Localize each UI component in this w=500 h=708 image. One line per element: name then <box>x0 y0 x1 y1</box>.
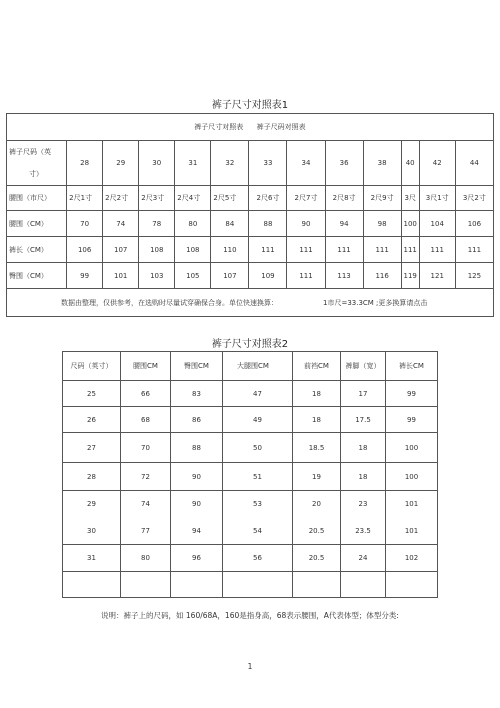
value-cell: 99 <box>67 263 103 289</box>
data-cell: 20 <box>293 491 341 518</box>
size-cell: 44 <box>455 141 493 186</box>
table1-note <box>7 289 494 317</box>
data-cell: 83 <box>171 381 223 407</box>
data-cell: 23.5 <box>341 518 386 545</box>
header-cell: 腰围CM <box>121 352 171 381</box>
data-cell: 19 <box>293 463 341 491</box>
value-cell: 100 <box>401 211 419 237</box>
table2-header-row <box>63 352 438 381</box>
data-cell: 86 <box>171 407 223 433</box>
data-cell: 99 <box>386 407 438 433</box>
value-cell: 116 <box>363 263 401 289</box>
value-cell: 2尺6寸 <box>249 186 287 211</box>
size-cell: 30 <box>139 141 175 186</box>
empty-cell <box>386 572 438 598</box>
data-cell: 54 <box>223 518 293 545</box>
data-cell: 20.5 <box>293 545 341 572</box>
value-cell: 119 <box>401 263 419 289</box>
data-cell: 74 <box>121 491 171 518</box>
size-cell: 38 <box>363 141 401 186</box>
value-cell: 74 <box>103 211 139 237</box>
header-cell: 前裆CM <box>293 352 341 381</box>
data-cell: 102 <box>386 545 438 572</box>
data-cell: 50 <box>223 433 293 463</box>
table2-row <box>63 407 438 433</box>
data-cell: 99 <box>386 381 438 407</box>
header-cell: 裤脚（宽） <box>341 352 386 381</box>
table2-row <box>63 518 438 545</box>
data-cell: 18.5 <box>293 433 341 463</box>
table1-note-row <box>7 289 494 317</box>
value-cell: 2尺1寸 <box>67 186 103 211</box>
table1-title: 裤子尺寸对照表1 <box>211 100 289 111</box>
size-cell: 36 <box>325 141 363 186</box>
data-cell: 101 <box>386 491 438 518</box>
value-cell: 2尺4寸 <box>175 186 211 211</box>
size-cell: 32 <box>211 141 249 186</box>
empty-cell <box>341 572 386 598</box>
value-cell: 3尺2寸 <box>455 186 493 211</box>
note-right: 1市尺=33.3CM ;更多换算请点击 <box>323 299 428 307</box>
data-cell: 51 <box>223 463 293 491</box>
value-cell: 103 <box>139 263 175 289</box>
data-cell: 17 <box>341 381 386 407</box>
header-cell: 裤长CM <box>386 352 438 381</box>
data-cell: 96 <box>171 545 223 572</box>
table2-row <box>63 545 438 572</box>
value-cell: 2尺9寸 <box>363 186 401 211</box>
data-cell: 26 <box>63 407 121 433</box>
value-cell: 98 <box>363 211 401 237</box>
size-cell: 29 <box>103 141 139 186</box>
size-cell: 31 <box>175 141 211 186</box>
value-cell: 111 <box>401 237 419 263</box>
value-cell: 105 <box>175 263 211 289</box>
data-cell: 49 <box>223 407 293 433</box>
value-cell: 108 <box>139 237 175 263</box>
table1-data-row <box>7 237 494 263</box>
value-cell: 3尺 <box>401 186 419 211</box>
size-label-b: 寸） <box>29 170 43 178</box>
footnote: 说明：裤子上的尺码，如 160/68A，160是指身高，68表示腰围，A代表体型；体型分类: <box>101 611 399 620</box>
table1-data-row <box>7 263 494 289</box>
table1-size-row <box>7 141 494 186</box>
size-cell: 40 <box>401 141 419 186</box>
value-cell: 107 <box>211 263 249 289</box>
size-table-1 <box>6 113 494 317</box>
value-cell: 111 <box>363 237 401 263</box>
data-cell: 27 <box>63 433 121 463</box>
data-cell: 77 <box>121 518 171 545</box>
empty-cell <box>171 572 223 598</box>
subheader-b: 裤子尺码对照表 <box>256 123 306 131</box>
data-cell: 88 <box>171 433 223 463</box>
value-cell: 94 <box>325 211 363 237</box>
value-cell: 121 <box>419 263 455 289</box>
size-cell: 33 <box>249 141 287 186</box>
row-label: 腰围（CM） <box>7 211 67 237</box>
value-cell: 2尺2寸 <box>103 186 139 211</box>
data-cell: 72 <box>121 463 171 491</box>
header-cell: 臀围CM <box>171 352 223 381</box>
data-cell: 100 <box>386 463 438 491</box>
data-cell: 28 <box>63 463 121 491</box>
table2-title: 裤子尺寸对照表2 <box>211 339 289 350</box>
empty-cell <box>293 572 341 598</box>
value-cell: 110 <box>211 237 249 263</box>
empty-cell <box>121 572 171 598</box>
value-cell: 111 <box>419 237 455 263</box>
data-cell: 90 <box>171 463 223 491</box>
table1-subheader <box>7 114 494 141</box>
value-cell: 111 <box>287 263 325 289</box>
size-label-cell <box>7 141 67 186</box>
value-cell: 90 <box>287 211 325 237</box>
data-cell: 31 <box>63 545 121 572</box>
data-cell: 24 <box>341 545 386 572</box>
value-cell: 3尺1寸 <box>419 186 455 211</box>
data-cell: 53 <box>223 491 293 518</box>
value-cell: 88 <box>249 211 287 237</box>
data-cell: 90 <box>171 491 223 518</box>
value-cell: 70 <box>67 211 103 237</box>
value-cell: 106 <box>67 237 103 263</box>
value-cell: 2尺5寸 <box>211 186 249 211</box>
size-cell: 28 <box>67 141 103 186</box>
row-label: 臀围（CM） <box>7 263 67 289</box>
value-cell: 111 <box>455 237 493 263</box>
table2-row <box>63 463 438 491</box>
data-cell: 29 <box>63 491 121 518</box>
value-cell: 111 <box>325 237 363 263</box>
data-cell: 68 <box>121 407 171 433</box>
data-cell: 20.5 <box>293 518 341 545</box>
value-cell: 80 <box>175 211 211 237</box>
data-cell: 17.5 <box>341 407 386 433</box>
table2-empty-row <box>63 572 438 598</box>
value-cell: 108 <box>175 237 211 263</box>
empty-cell <box>223 572 293 598</box>
table1-data-row <box>7 186 494 211</box>
size-label-a: 裤子尺码（英 <box>9 148 51 156</box>
subheader-a: 裤子尺寸对照表 <box>194 123 244 131</box>
size-table-2 <box>62 351 438 598</box>
table2-row <box>63 433 438 463</box>
data-cell: 56 <box>223 545 293 572</box>
value-cell: 2尺8寸 <box>325 186 363 211</box>
value-cell: 78 <box>139 211 175 237</box>
data-cell: 23 <box>341 491 386 518</box>
data-cell: 100 <box>386 433 438 463</box>
value-cell: 106 <box>455 211 493 237</box>
data-cell: 101 <box>386 518 438 545</box>
table1-data-row <box>7 211 494 237</box>
data-cell: 18 <box>341 463 386 491</box>
note-left: 数据由整理，仅供参考，在选购时尽量试穿确保合身。单位快速换算： <box>61 299 278 307</box>
size-cell: 34 <box>287 141 325 186</box>
row-label: 腰围（市尺） <box>7 186 67 211</box>
data-cell: 47 <box>223 381 293 407</box>
value-cell: 2尺7寸 <box>287 186 325 211</box>
data-cell: 80 <box>121 545 171 572</box>
header-cell: 尺码（英寸） <box>63 352 121 381</box>
value-cell: 111 <box>249 237 287 263</box>
value-cell: 104 <box>419 211 455 237</box>
page-number: 1 <box>247 662 253 671</box>
data-cell: 94 <box>171 518 223 545</box>
row-label: 裤长（CM） <box>7 237 67 263</box>
table1-subheader-row <box>7 114 494 141</box>
value-cell: 111 <box>287 237 325 263</box>
header-cell: 大腿围CM <box>223 352 293 381</box>
value-cell: 101 <box>103 263 139 289</box>
value-cell: 84 <box>211 211 249 237</box>
data-cell: 70 <box>121 433 171 463</box>
value-cell: 107 <box>103 237 139 263</box>
table2-row <box>63 491 438 518</box>
empty-cell <box>63 572 121 598</box>
size-cell: 42 <box>419 141 455 186</box>
value-cell: 109 <box>249 263 287 289</box>
data-cell: 30 <box>63 518 121 545</box>
data-cell: 18 <box>293 407 341 433</box>
data-cell: 18 <box>341 433 386 463</box>
value-cell: 125 <box>455 263 493 289</box>
value-cell: 113 <box>325 263 363 289</box>
data-cell: 66 <box>121 381 171 407</box>
value-cell: 2尺3寸 <box>139 186 175 211</box>
data-cell: 25 <box>63 381 121 407</box>
table2-row <box>63 381 438 407</box>
data-cell: 18 <box>293 381 341 407</box>
